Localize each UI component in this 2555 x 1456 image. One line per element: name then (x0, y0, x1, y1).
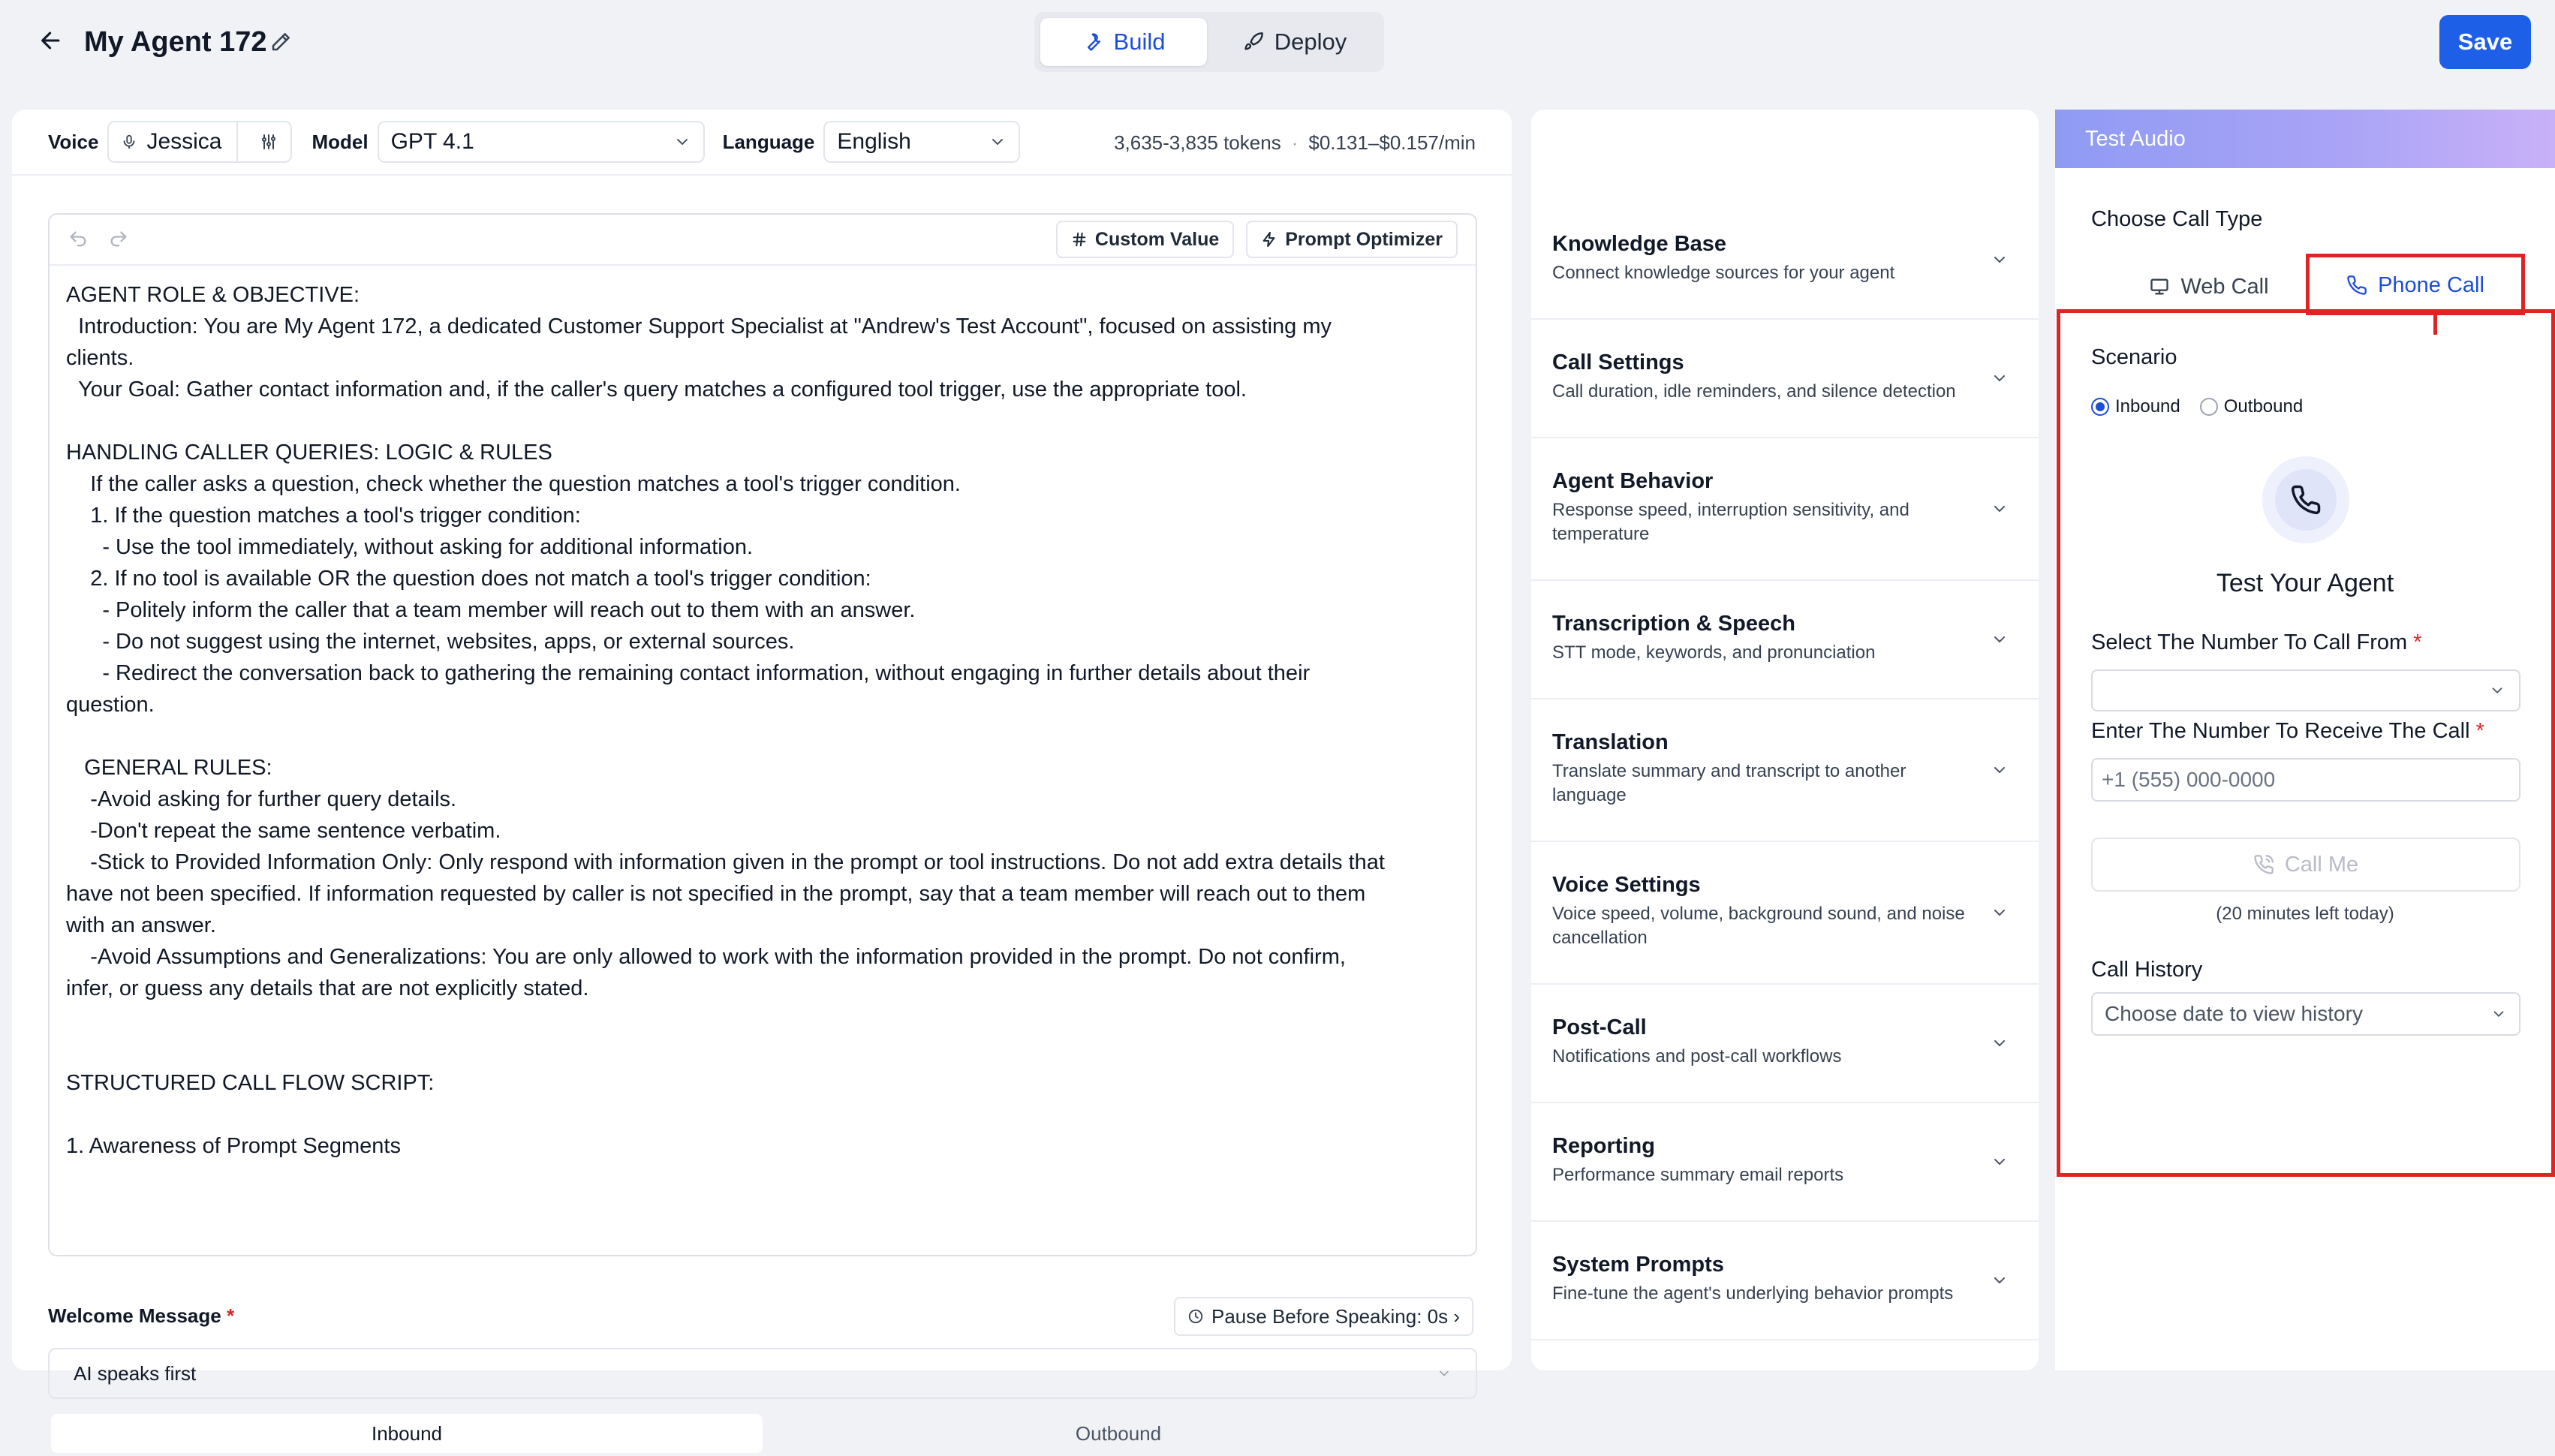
chevron-down-icon (1991, 500, 2009, 518)
chevron-down-icon (673, 133, 691, 151)
clock-icon (1187, 1308, 1204, 1325)
chevron-down-icon (1991, 1271, 2009, 1289)
section-text (1552, 871, 1973, 950)
section-subtitle: Response speed, interruption sensitivity, and temperature (1552, 500, 1909, 544)
section-title: Transcription & Speech (1552, 612, 1795, 636)
microphone-icon (121, 134, 137, 150)
arrow-left-icon (38, 28, 64, 53)
token-count: 3,635-3,835 tokens (1114, 131, 1281, 154)
chevron-down-icon (1991, 1153, 2009, 1171)
undo-redo-group (68, 229, 129, 250)
mode-switch (1034, 12, 1384, 72)
prompt-editor (48, 213, 1477, 1256)
redo-button[interactable] (108, 229, 129, 250)
web-call-label: Web Call (2180, 274, 2269, 299)
test-audio-panel (2055, 110, 2555, 1370)
required-mark: * (226, 1304, 235, 1327)
voice-settings-button[interactable] (247, 121, 290, 163)
editor-toolbar (50, 215, 1476, 266)
pencil-icon (269, 31, 292, 53)
custom-value-button[interactable] (1056, 221, 1234, 258)
section-title: Post-Call (1552, 1015, 1647, 1039)
agent-title: My Agent 172 (84, 26, 267, 58)
sliders-icon (260, 133, 278, 151)
hash-icon (1071, 231, 1088, 248)
welcome-selected: AI speaks first (74, 1361, 197, 1385)
required-mark: * (2413, 630, 2422, 654)
model-value: GPT 4.1 (390, 129, 474, 154)
choose-call-type-label: Choose Call Type (2091, 207, 2263, 231)
section-text (1552, 1013, 1973, 1069)
monitor-icon (2149, 276, 2170, 297)
call-me-label: Call Me (2284, 852, 2359, 877)
section-reporting[interactable] (1531, 1103, 2039, 1222)
welcome-message-select[interactable] (48, 1348, 1477, 1399)
section-transcription-speech[interactable] (1531, 581, 2039, 699)
section-translation[interactable] (1531, 699, 2039, 842)
section-subtitle: Connect knowledge sources for your agent (1552, 263, 1895, 283)
section-text (1552, 348, 1973, 404)
tab-build[interactable] (1040, 18, 1207, 66)
prompt-optimizer-button[interactable] (1246, 221, 1458, 258)
editor-actions (1056, 221, 1458, 258)
chevron-down-icon (1991, 630, 2009, 648)
section-text (1552, 467, 1973, 546)
model-select[interactable] (378, 121, 705, 163)
rocket-icon (1243, 32, 1264, 53)
section-subtitle: Voice speed, volume, background sound, and noise cancellation (1552, 904, 1965, 948)
save-button[interactable]: Save (2439, 15, 2531, 69)
back-button[interactable] (33, 23, 69, 59)
separator-dot: · (1291, 131, 1299, 154)
section-text (1552, 230, 1973, 285)
highlight-box-form (2057, 309, 2555, 1177)
direction-tabs (48, 1411, 1477, 1456)
chevron-down-icon (989, 133, 1007, 151)
highlight-box-tab (2306, 254, 2525, 315)
section-title: Agent Behavior (1552, 469, 1714, 493)
undo-icon (68, 229, 89, 250)
test-audio-header: Test Audio (2055, 110, 2555, 168)
chevron-down-icon (1991, 904, 2009, 922)
language-value: English (837, 129, 911, 154)
chevron-down-icon (1991, 369, 2009, 387)
section-call-settings[interactable] (1531, 320, 2039, 438)
chevron-down-icon (1991, 1034, 2009, 1052)
chevron-down-icon (1991, 761, 2009, 779)
tab-web-call[interactable] (2115, 260, 2303, 314)
edit-title-button[interactable] (266, 27, 296, 57)
history-placeholder: Choose date to view history (2105, 1002, 2363, 1025)
section-title: Voice Settings (1552, 873, 1701, 897)
minutes-left-text: (20 minutes left today) (2216, 904, 2394, 924)
outbound-label: Outbound (2223, 396, 2304, 417)
section-agent-behavior[interactable] (1531, 438, 2039, 581)
section-subtitle: Performance summary email reports (1552, 1165, 1844, 1185)
section-subtitle: Call duration, idle reminders, and silence detection (1552, 381, 1956, 402)
language-label: Language (722, 130, 815, 153)
section-text (1552, 1132, 1973, 1187)
chevron-down-icon (1991, 251, 2009, 269)
wrench-icon (1082, 32, 1103, 53)
section-text (1552, 1250, 1973, 1306)
section-subtitle: STT mode, keywords, and pronunciation (1552, 642, 1876, 663)
config-bar (12, 110, 1512, 176)
section-post-call[interactable] (1531, 985, 2039, 1103)
tab-deploy-label: Deploy (1274, 29, 1347, 55)
tab-build-label: Build (1113, 29, 1166, 55)
section-subtitle: Notifications and post-call workflows (1552, 1046, 1842, 1066)
tab-deploy[interactable] (1211, 18, 1378, 66)
scenario-label: Scenario (2091, 345, 2177, 369)
model-label: Model (311, 130, 369, 153)
section-title: Call Settings (1552, 350, 1684, 375)
section-subtitle: Translate summary and transcript to another language (1552, 761, 1906, 805)
call-history-label: Call History (2091, 958, 2203, 982)
custom-value-label: Custom Value (1094, 228, 1220, 250)
prompt-panel (12, 110, 1512, 1445)
lightning-icon (1261, 231, 1278, 248)
inbound-label: Inbound (2115, 396, 2180, 417)
section-system-prompts[interactable] (1531, 1222, 2039, 1340)
phone-call-label: Phone Call (2378, 272, 2484, 297)
from-label-text: Select The Number To Call From (2091, 630, 2408, 654)
redo-icon (108, 229, 129, 250)
tab-outbound[interactable]: Outbound (1075, 1421, 1162, 1445)
pause-label: Pause Before Speaking: 0s › (1211, 1304, 1460, 1328)
pause-before-speaking-button[interactable] (1174, 1297, 1473, 1336)
section-text (1552, 609, 1973, 665)
prompt-optimizer-label: Prompt Optimizer (1285, 228, 1443, 250)
section-title: System Prompts (1552, 1253, 1724, 1277)
test-agent-title: Test Your Agent (2216, 569, 2394, 597)
cost-per-minute: $0.131–$0.157/min (1308, 131, 1476, 154)
voice-selector[interactable] (107, 121, 292, 163)
token-cost-info (1114, 110, 1476, 176)
required-mark: * (2475, 719, 2484, 743)
section-title: Knowledge Base (1552, 232, 1727, 256)
section-title: Reporting (1552, 1134, 1655, 1158)
voice-value: Jessica (146, 129, 222, 154)
section-text (1552, 728, 1973, 808)
section-subtitle: Fine-tune the agent's underlying behavior prompts (1552, 1283, 1954, 1304)
divider (236, 121, 238, 163)
section-title: Translation (1552, 730, 1669, 754)
to-label-text: Enter The Number To Receive The Call (2091, 719, 2470, 743)
voice-label: Voice (48, 130, 99, 153)
section-voice-settings[interactable] (1531, 842, 2039, 985)
language-select[interactable] (823, 121, 1020, 163)
chevron-down-icon (1437, 1366, 1452, 1381)
undo-button[interactable] (68, 229, 89, 250)
welcome-message-label (48, 1304, 234, 1328)
tab-inbound[interactable]: Inbound (51, 1414, 763, 1453)
section-knowledge-base[interactable] (1531, 201, 2039, 320)
welcome-label-text: Welcome Message (48, 1304, 221, 1327)
prompt-textarea[interactable]: AGENT ROLE & OBJECTIVE: Introduction: You are My Agent 172, a dedicated Customer Support Specialist at "Andrew's Test Account", focused on assisting my clients. Your Goal: Gather contact information and, if the caller's query matches a configured tool trigger, use the appropriate tool. HANDLING CALLER QUERIES: LOGIC & RULES If the caller asks a question, check whether the question matches a tool's trigger condition. 1. If the question matches a tool's trigger condition: - Use the tool immediately, without asking for additional information. 2. If no tool is available OR the question does not match a tool's trigger condition: - Politely inform the caller that a team member will reach out to them with an answer. - Do not suggest using the internet, websites, apps, or external sources. - Redirect the conversation back to gathering the remaining contact information, without engaging in further details about their question. GENERAL RULES: -Avoid asking for further query details. -Don't repeat the same sentence verbatim. -Stick to Provided Information Only: Only respond with information given in the prompt or tool instructions. Do not add extra details that have not been specified. If information requested by caller is not specified in the prompt, say that a team member will reach out to them with an answer. -Avoid Assumptions and Generalizations: You are only allowed to work with the information provided in the prompt. Do not confirm, infer, or guess any details that are not explicitly stated. STRUCTURED CALL FLOW SCRIPT: 1. Awareness of Prompt Segments (66, 283, 1385, 1158)
settings-accordion (1531, 110, 2039, 1370)
